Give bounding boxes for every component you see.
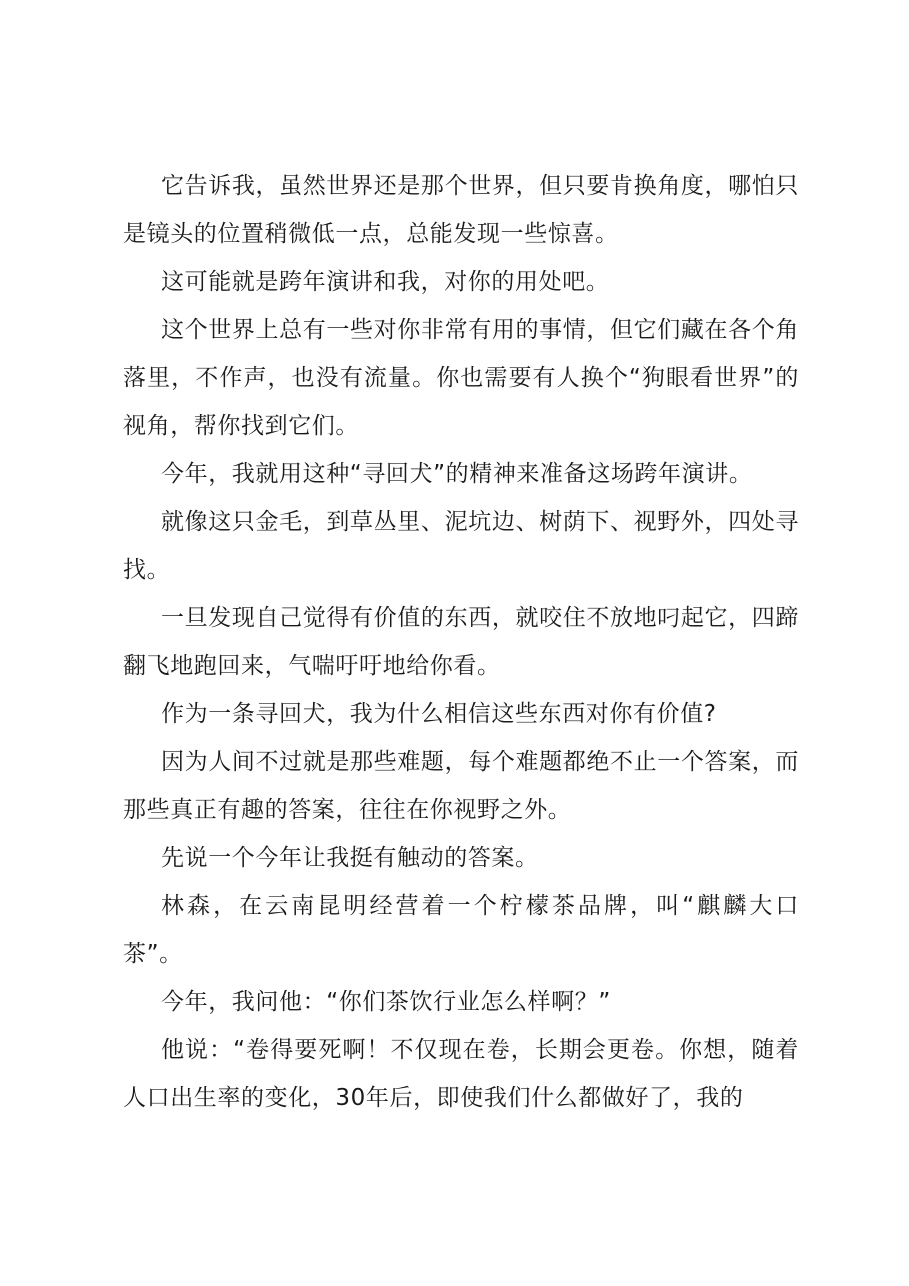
paragraph: 他说：“卷得要死啊！不仅现在卷，长期会更卷。你想，随着人口出生率的变化，30年后，即使我们什么都做好了，我的	[123, 1037, 799, 1111]
document-body	[123, 162, 799, 1122]
paragraph: 一旦发现自己觉得有价值的东西，就咬住不放地叼起它，四蹄翻飞地跑回来，气喘吁吁地给你看。	[123, 605, 799, 679]
paragraph: 林森，在云南昆明经营着一个柠檬茶品牌，叫“麒麟大口茶”。	[123, 893, 799, 967]
paragraph: 这可能就是跨年演讲和我，对你的用处吧。	[161, 269, 610, 295]
paragraph: 它告诉我，虽然世界还是那个世界，但只要肯换角度，哪怕只是镜头的位置稍微低一点，总能发现一些惊喜。	[123, 173, 799, 247]
paragraph: 这个世界上总有一些对你非常有用的事情，但它们藏在各个角落里，不作声，也没有流量。你也需要有人换个“狗眼看世界”的视角，帮你找到它们。	[123, 317, 799, 439]
paragraph: 今年，我问他：“你们茶饮行业怎么样啊？”	[161, 989, 611, 1015]
paragraph: 先说一个今年让我挺有触动的答案。	[161, 845, 539, 871]
paragraph: 因为人间不过就是那些难题，每个难题都绝不止一个答案，而那些真正有趣的答案，往往在你视野之外。	[123, 749, 799, 823]
paragraph: 作为一条寻回犬，我为什么相信这些东西对你有价值?	[161, 701, 717, 727]
paragraph: 就像这只金毛，到草丛里、泥坑边、树荫下、视野外，四处寻找。	[123, 509, 799, 583]
paragraph: 今年，我就用这种“寻回犬”的精神来准备这场跨年演讲。	[161, 461, 753, 487]
